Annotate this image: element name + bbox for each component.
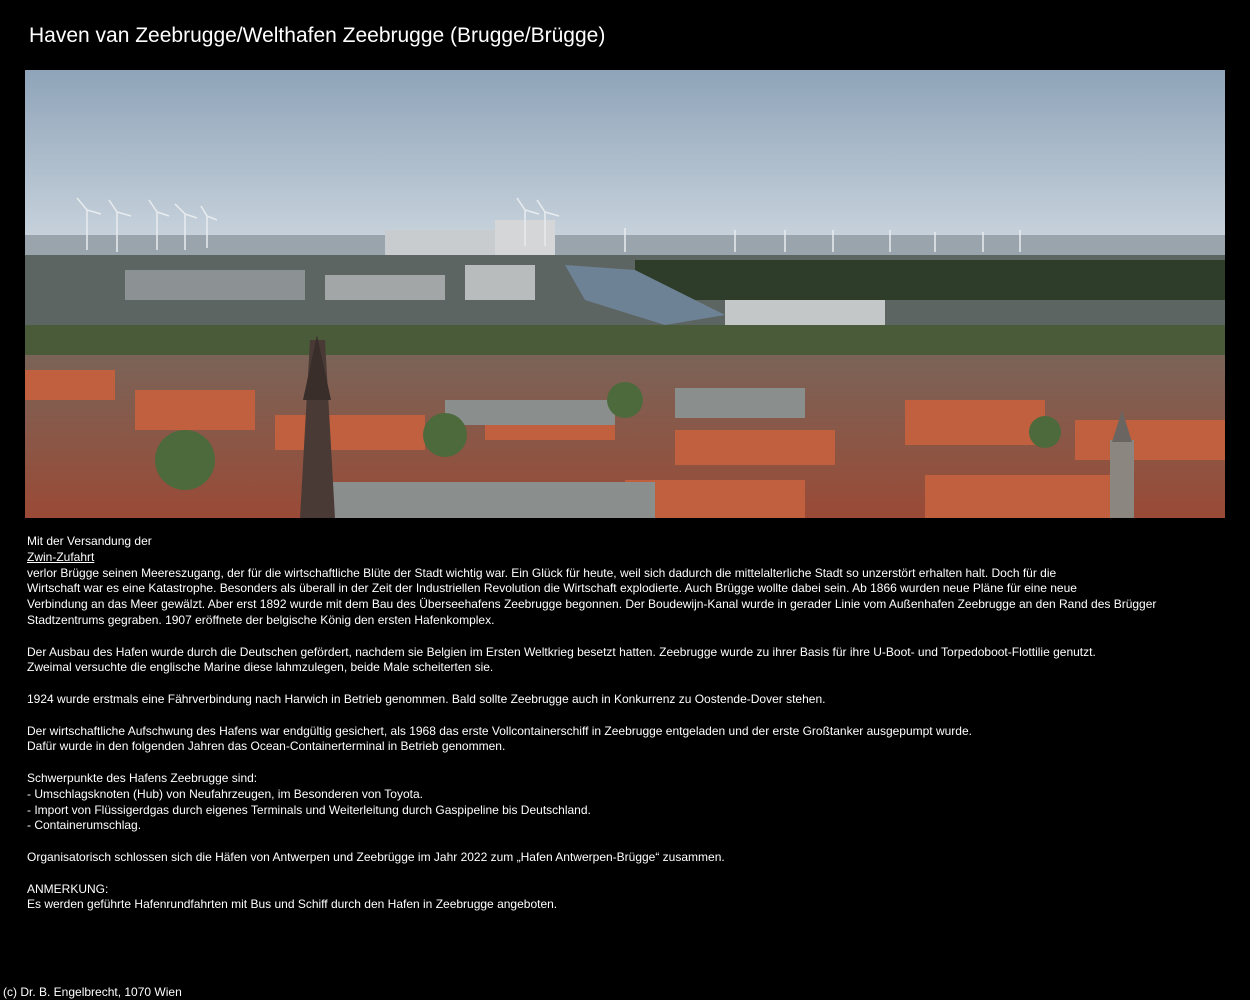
- zwin-link[interactable]: Zwin-Zufahrt: [27, 549, 95, 564]
- list-item: - Umschlagsknoten (Hub) von Neufahrzeugen, im Besonderen von Toyota.: [27, 786, 423, 801]
- page-title: Haven van Zeebrugge/Welthafen Zeebrugge (Brugge/Brügge): [29, 24, 606, 47]
- paragraph-line: verlor Brügge seinen Meereszugang, der für die wirtschaftliche Blüte der Stadt wichtig war. Ein Glück für heute, weil sich dadurch die mittelalterliche Stadt so unzerstört erhalten halt. Doch für die: [27, 565, 1057, 580]
- paragraph-line: Organisatorisch schlossen sich die Häfen von Antwerpen und Zeebrügge im Jahr 2022 zum „Hafen Antwerpen-Brügge“ zusammen.: [27, 849, 725, 864]
- paragraph-line: Verbindung an das Meer gewälzt. Aber erst 1892 wurde mit dem Bau des Überseehafens Zeebrugge begonnen. Der Boudewijn-Kanal wurde in gerader Linie vom Außenhafen Zeebrugge an den Rand des Brügger: [27, 597, 1157, 612]
- list-item: - Import von Flüssigerdgas durch eigenes Terminals und Weiterleitung durch Gaspipeline bis Deutschland.: [27, 802, 591, 817]
- paragraph-line: Dafür wurde in den folgenden Jahren das Ocean-Containerterminal in Betrieb genommen.: [27, 739, 506, 754]
- list-item: - Containerumschlag.: [27, 818, 142, 833]
- photo-illustration: [25, 70, 1225, 518]
- note-heading: ANMERKUNG:: [27, 881, 109, 896]
- paragraph-line: Schwerpunkte des Hafens Zeebrugge sind:: [27, 770, 258, 785]
- paragraph-line: Der Ausbau des Hafen wurde durch die Deutschen gefördert, nachdem sie Belgien im Ersten Weltkrieg besetzt hatten. Zeebrugge wurde zu ihrer Basis für ihre U-Boot- und Torpedoboot-Flottilie genutzt.: [27, 644, 1096, 659]
- paragraph-line: Stadtzentrums gegraben. 1907 eröffnete der belgische König den ersten Hafenkomplex.: [27, 612, 495, 627]
- paragraph-line: Wirtschaft war es eine Katastrophe. Besonders als überall in der Zeit der Industriellen Revolution die Wirtschaft explodierte. Auch Brügge wollte dabei sein. Ab 1866 wurden neue Pläne für eine neue: [27, 581, 1077, 596]
- paragraph-line: Der wirtschaftliche Aufschwung des Hafens war endgültig gesichert, als 1968 das erste Vollcontainerschiff in Zeebrugge entgeladen und der erste Großtanker ausgepumpt wurde.: [27, 723, 972, 738]
- copyright-footer: (c) Dr. B. Engelbrecht, 1070 Wien: [3, 985, 182, 999]
- paragraph-line: Zweimal versuchte die englische Marine diese lahmzulegen, beide Male scheiterten sie.: [27, 660, 494, 675]
- paragraph-line: Es werden geführte Hafenrundfahrten mit Bus und Schiff durch den Hafen in Zeebrugge angeboten.: [27, 897, 558, 912]
- panorama-photo: [25, 70, 1225, 518]
- paragraph-line: Mit der Versandung der: [27, 534, 152, 548]
- paragraph-line: 1924 wurde erstmals eine Fährverbindung nach Harwich in Betrieb genommen. Bald sollte Zeebrugge auch in Konkurrenz zu Oostende-Dover stehen.: [27, 691, 826, 706]
- article-body: [27, 534, 1222, 913]
